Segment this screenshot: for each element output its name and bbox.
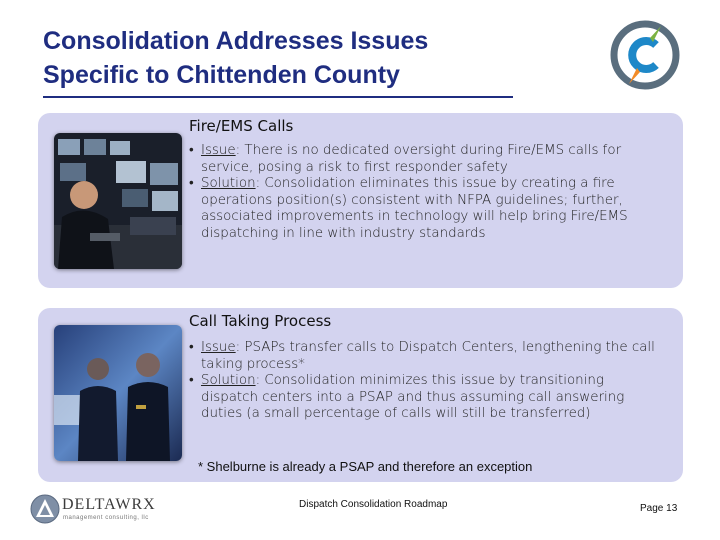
deltawrx-seal-icon <box>30 494 60 524</box>
issue-label: Issue <box>201 143 236 158</box>
title-line-1: Consolidation Addresses Issues <box>43 27 429 55</box>
dispatch-room-photo <box>54 133 182 269</box>
issue-text: : There is no dedicated oversight during Fire/EMS calls for service, posing a risk to first responder safety <box>201 143 622 175</box>
call-taking-solution-bullet: • Solution: Consolidation minimizes this issue by transitioning dispatch centers into a PSAP and thus assuming call answering duties (a small percentage of calls will still be transferred) <box>189 373 625 422</box>
solution-label: Solution <box>201 373 256 389</box>
compass-logo-icon <box>606 16 684 94</box>
brand-name: DELTAWRX <box>62 496 156 513</box>
fire-ems-solution-bullet: • Solution: Consolidation eliminates this issue by creating a fire operations position(s) consistent with NFPA guidelines; further, associated improvements in technology will help bring Fire/EMS dispatching in line with industry standards <box>189 176 628 241</box>
brand-subtitle: management consulting, llc <box>63 515 149 521</box>
call-taking-bullets <box>189 340 659 423</box>
title-underline <box>43 96 513 98</box>
footnote: * Shelburne is already a PSAP and therefore an exception <box>198 459 533 474</box>
police-officers-photo <box>54 325 182 461</box>
fire-ems-bullets <box>189 143 659 243</box>
page-number: Page 13 <box>640 503 678 514</box>
call-taking-title: Call Taking Process <box>189 312 332 330</box>
title-line-2: Specific to Chittenden County <box>43 61 400 89</box>
footer-title: Dispatch Consolidation Roadmap <box>299 499 448 510</box>
call-taking-issue-bullet: • Issue: PSAPs transfer calls to Dispatch Centers, lengthening the call taking process* <box>189 340 655 372</box>
solution-text: : Consolidation eliminates this issue by creating a fire operations position(s) consistent with NFPA guidelines; further, associated improvements in technology will help bring Fire/EMS dispatching in line with industry standards <box>201 176 628 241</box>
slide-title <box>43 24 563 92</box>
issue-text: : PSAPs transfer calls to Dispatch Centers, lengthening the call taking process* <box>201 340 655 372</box>
solution-text: : Consolidation minimizes this issue by transitioning dispatch centers into a PSAP and thus assuming call answering duties (a small percentage of calls will still be transferred) <box>201 373 625 422</box>
fire-ems-issue-bullet: • Issue: There is no dedicated oversight during Fire/EMS calls for service, posing a risk to first responder safety <box>189 143 622 175</box>
solution-label: Solution <box>201 176 256 192</box>
fire-ems-title: Fire/EMS Calls <box>189 117 294 135</box>
issue-label: Issue <box>201 340 236 355</box>
